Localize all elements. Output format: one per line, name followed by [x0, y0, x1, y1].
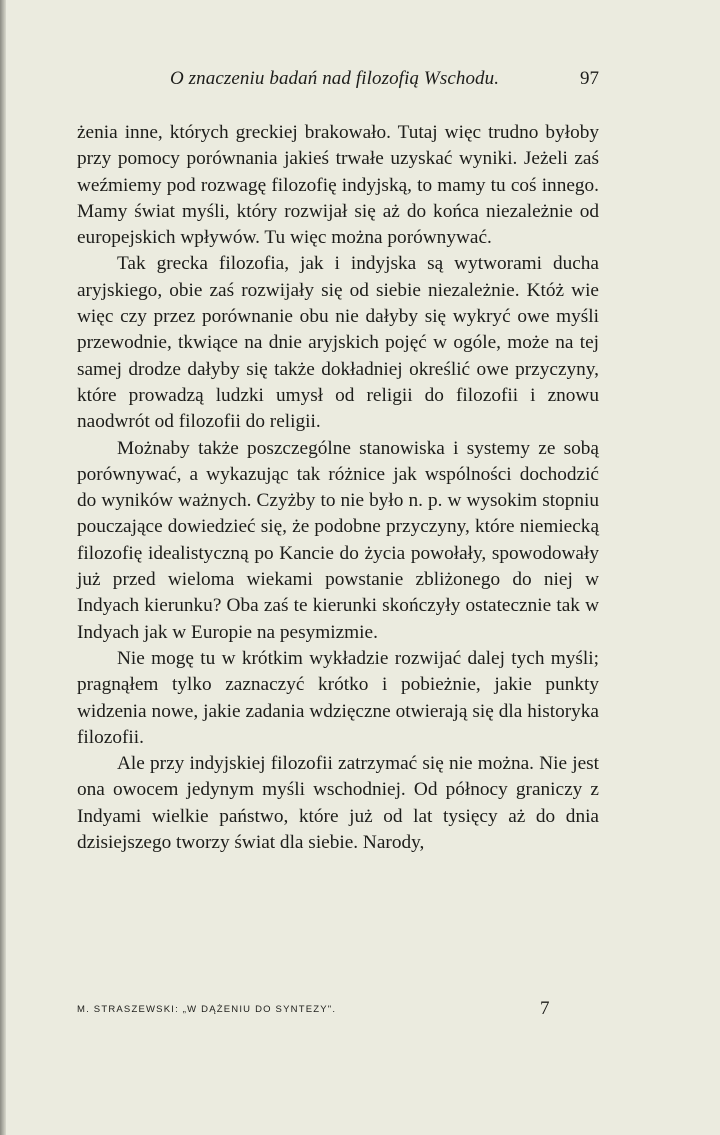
- running-head: [0, 68, 720, 92]
- printer-signature: M. STRASZEWSKI: „W DĄŻENIU DO SYNTEZY".: [77, 1004, 337, 1015]
- sheet-number: 7: [540, 998, 550, 1019]
- paragraph: Nie mogę tu w krótkim wykładzie rozwijać dalej tych myśli; pragnąłem tylko zaznaczyć krótko i pobieżnie, jakie punkty widzenia nowe, jakie zadania wdzięczne otwierają się dla historyka filozofii.: [77, 647, 599, 748]
- body-text: [77, 120, 599, 856]
- paragraph: Ale przy indyjskiej filozofii zatrzymać się nie można. Nie jest ona owocem jedynym myśli wschodniej. Od północy graniczy z Indyami wielkie państwo, które już od lat tysięcy aż do dnia dzisiejszego tworzy świat dla siebie. Narody,: [77, 753, 599, 854]
- page-edge-shadow: [0, 0, 6, 1135]
- page-footer: [0, 998, 720, 1022]
- paragraph: Tak grecka filozofia, jak i indyjska są wytworami ducha aryjskiego, obie zaś rozwijały się od siebie niezależnie. Któż wie więc czy przez porównanie obu nie dałyby się wykryć owe myśli przewodnie, tkwiące na dnie aryjskich pojęć w ogóle, może na tej samej drodze dałyby się także dokładniej określić owe przyczyny, które prowadzą ludzki umysł od religii do filozofii i znowu naodwrót od filozofii do religii.: [77, 253, 599, 433]
- page-number: 97: [580, 68, 599, 89]
- paragraph: Możnaby także poszczególne stanowiska i systemy ze sobą porównywać, a wykazując tak różnice jak wspólności dochodzić do wyników ważnych. Czyżby to nie było n. p. w wysokim stopniu pouczające dowiedzieć się, że podobne przyczyny, które niemiecką filozofię idealistyczną po Kancie do życia powołały, spowodowały już przed wieloma wiekami powstanie zbliżonego do niej w Indyach kierunku? Oba zaś te kierunki skończyły ostatecznie tak w Indyach jak w Europie na pesymizmie.: [77, 437, 599, 643]
- running-title: O znaczeniu badań nad filozofią Wschodu.: [170, 68, 500, 89]
- paragraph-continuation: żenia inne, których greckiej brakowało. Tutaj więc trudno byłoby przy pomocy porównania jakieś trwałe uzyskać wyniki. Jeżeli zaś weźmiemy pod rozwagę filozofię indyjską, to mamy tu coś innego. Mamy świat myśli, który rozwijał się aż do końca niezależnie od europejskich wpływów. Tu więc można porównywać.: [77, 122, 599, 249]
